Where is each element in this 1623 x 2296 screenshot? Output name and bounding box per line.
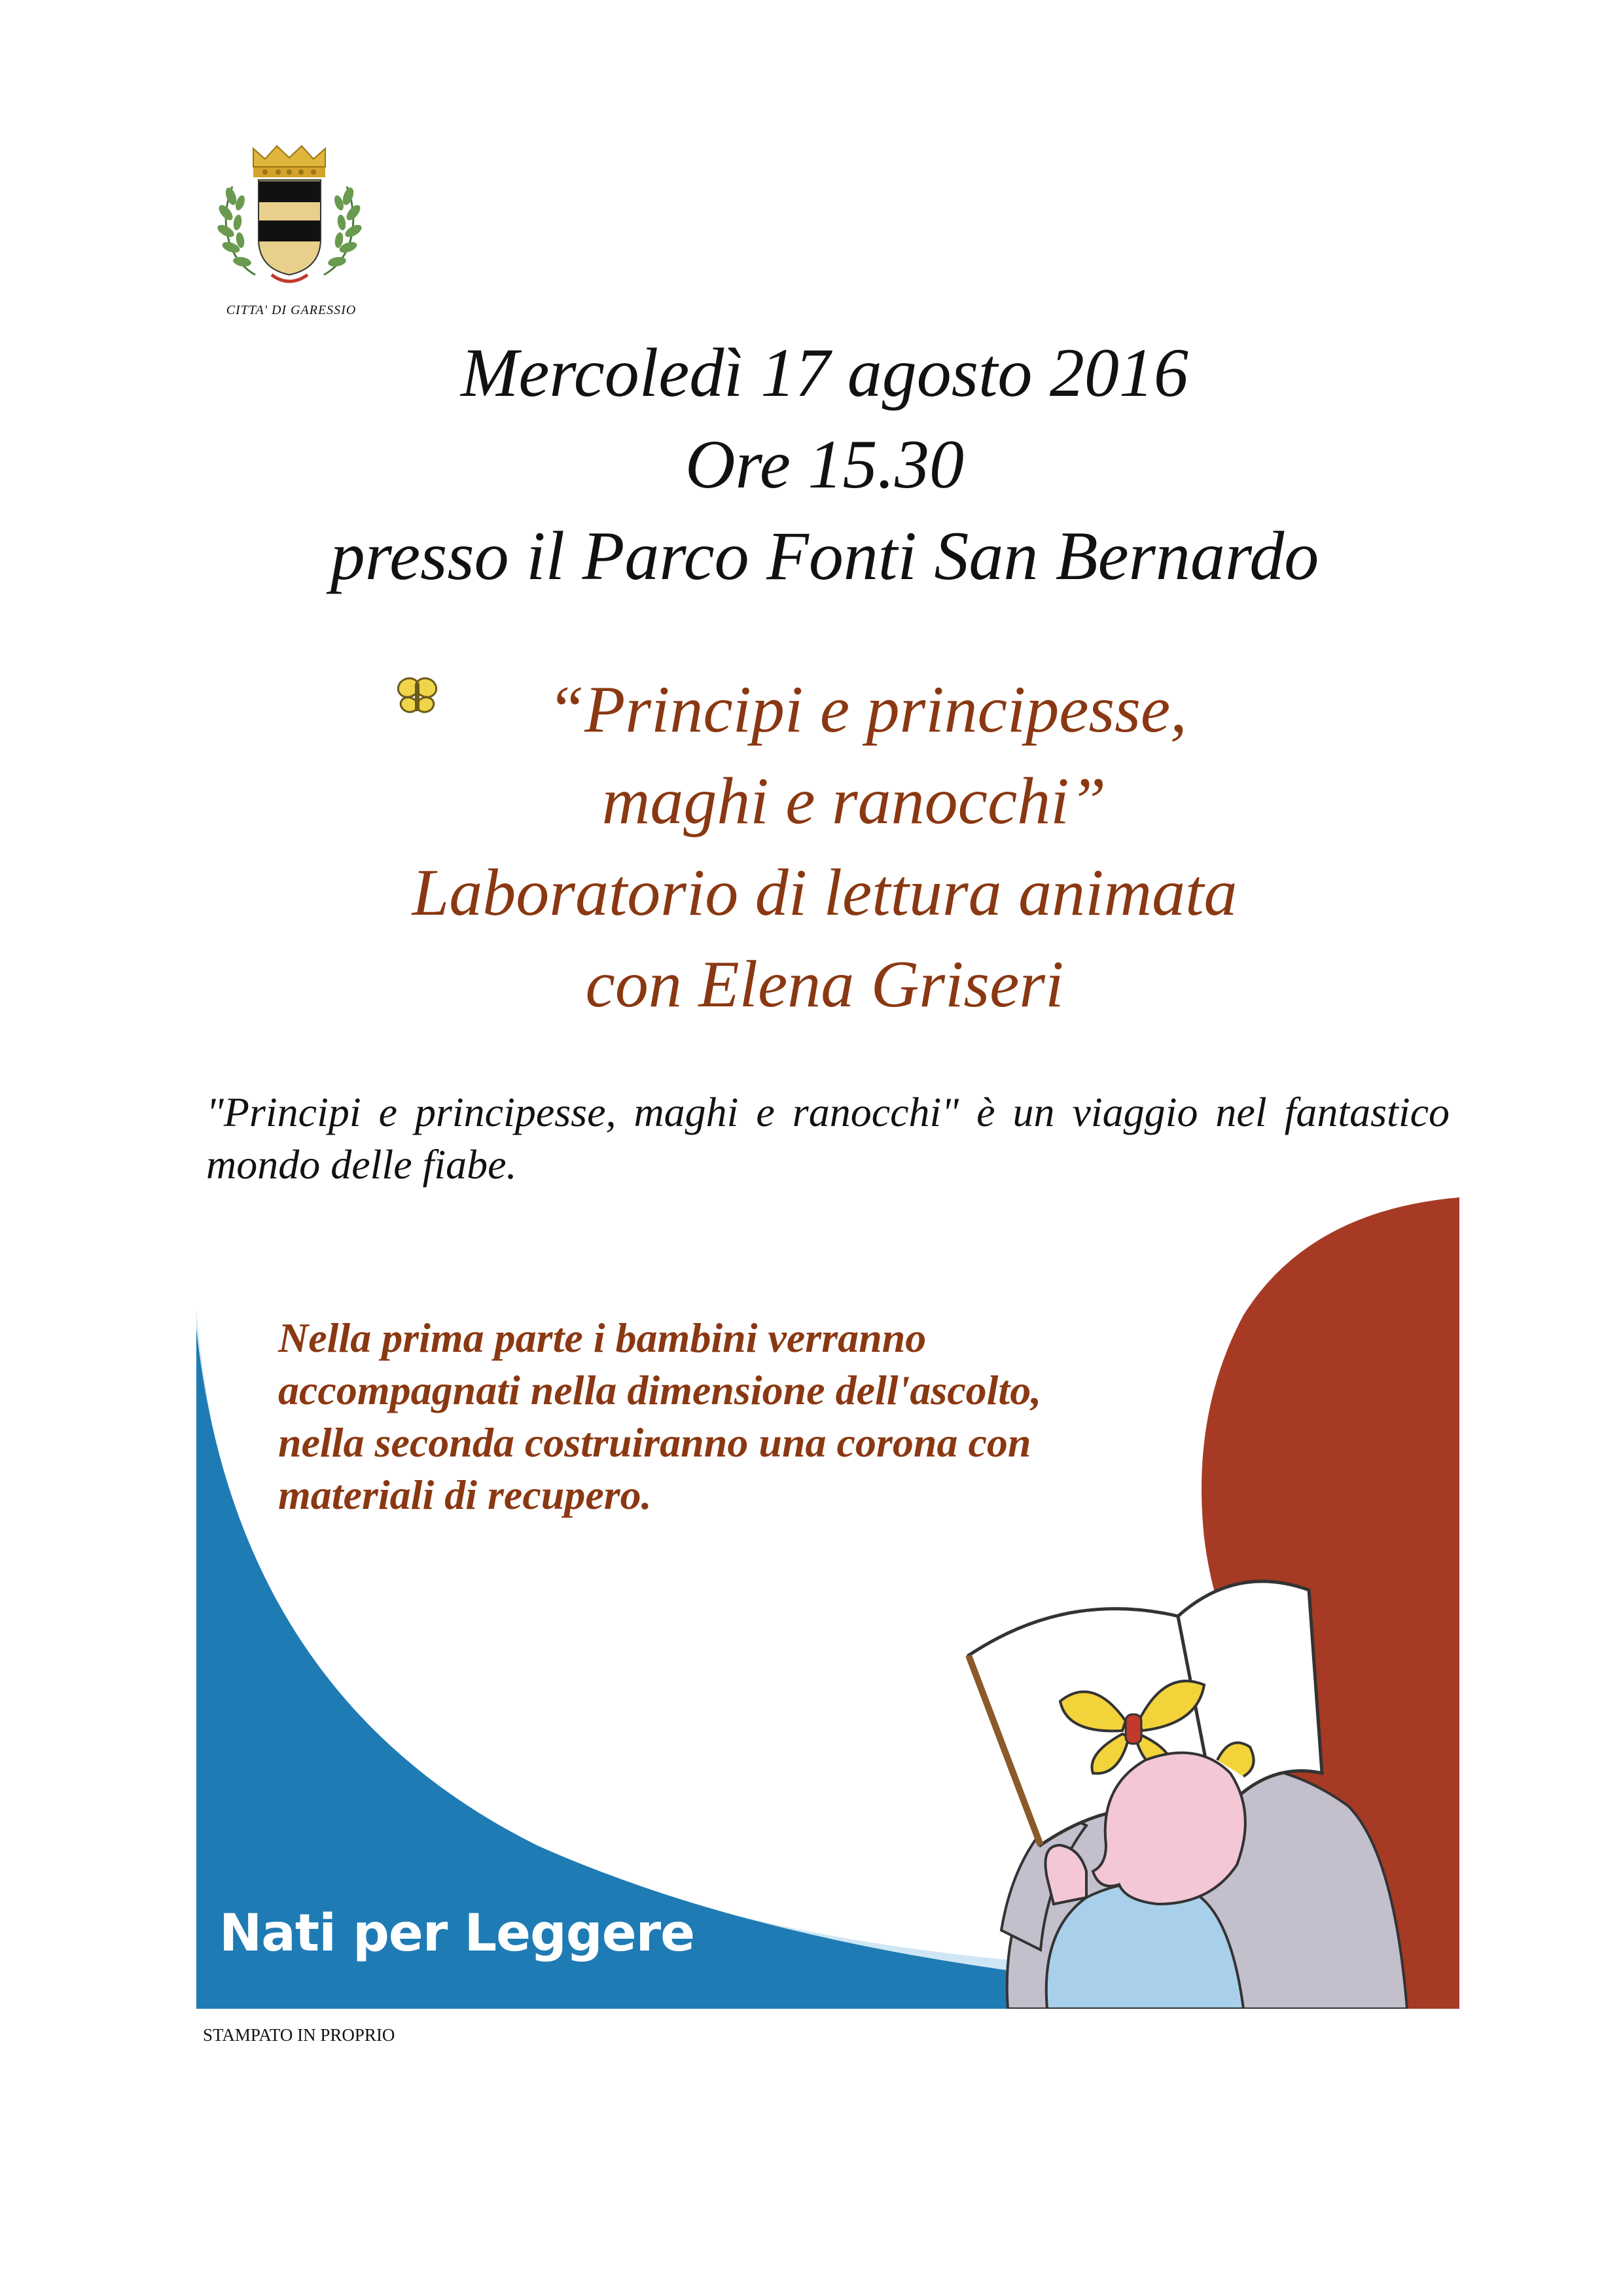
event-title-line-1: “Principi e principesse, [547,673,1187,747]
event-description: "Principi e principesse, maghi e ranocchi" è un viaggio nel fantastico mondo delle fiabe. [206,1089,1450,1188]
event-title-line-2: maghi e ranocchi” [601,764,1107,838]
activity-description [278,1312,1260,1521]
activity-line: Nella prima parte i bambini verranno [278,1315,927,1361]
activity-line: accompagnati nella dimensione dell'ascolto, [278,1367,1042,1413]
nati-per-leggere-logo: Nati per Leggere [219,1904,694,1963]
coat-of-arms-icon [206,141,373,298]
event-date: Mercoledì 17 agosto 2016 [461,334,1188,411]
event-host: con Elena Griseri [585,947,1064,1021]
activity-line: nella seconda costruiranno una corona con [278,1419,1031,1466]
event-time: Ore 15.30 [685,426,964,503]
activity-line: materiali di recupero. [278,1472,652,1518]
crest-caption: CITTA' DI GARESSIO [226,303,357,317]
event-subtitle: Laboratorio di lettura animata [412,856,1238,930]
event-place: presso il Parco Fonti San Bernardo [330,518,1319,594]
footer-note: STAMPATO IN PROPRIO [203,2025,395,2045]
